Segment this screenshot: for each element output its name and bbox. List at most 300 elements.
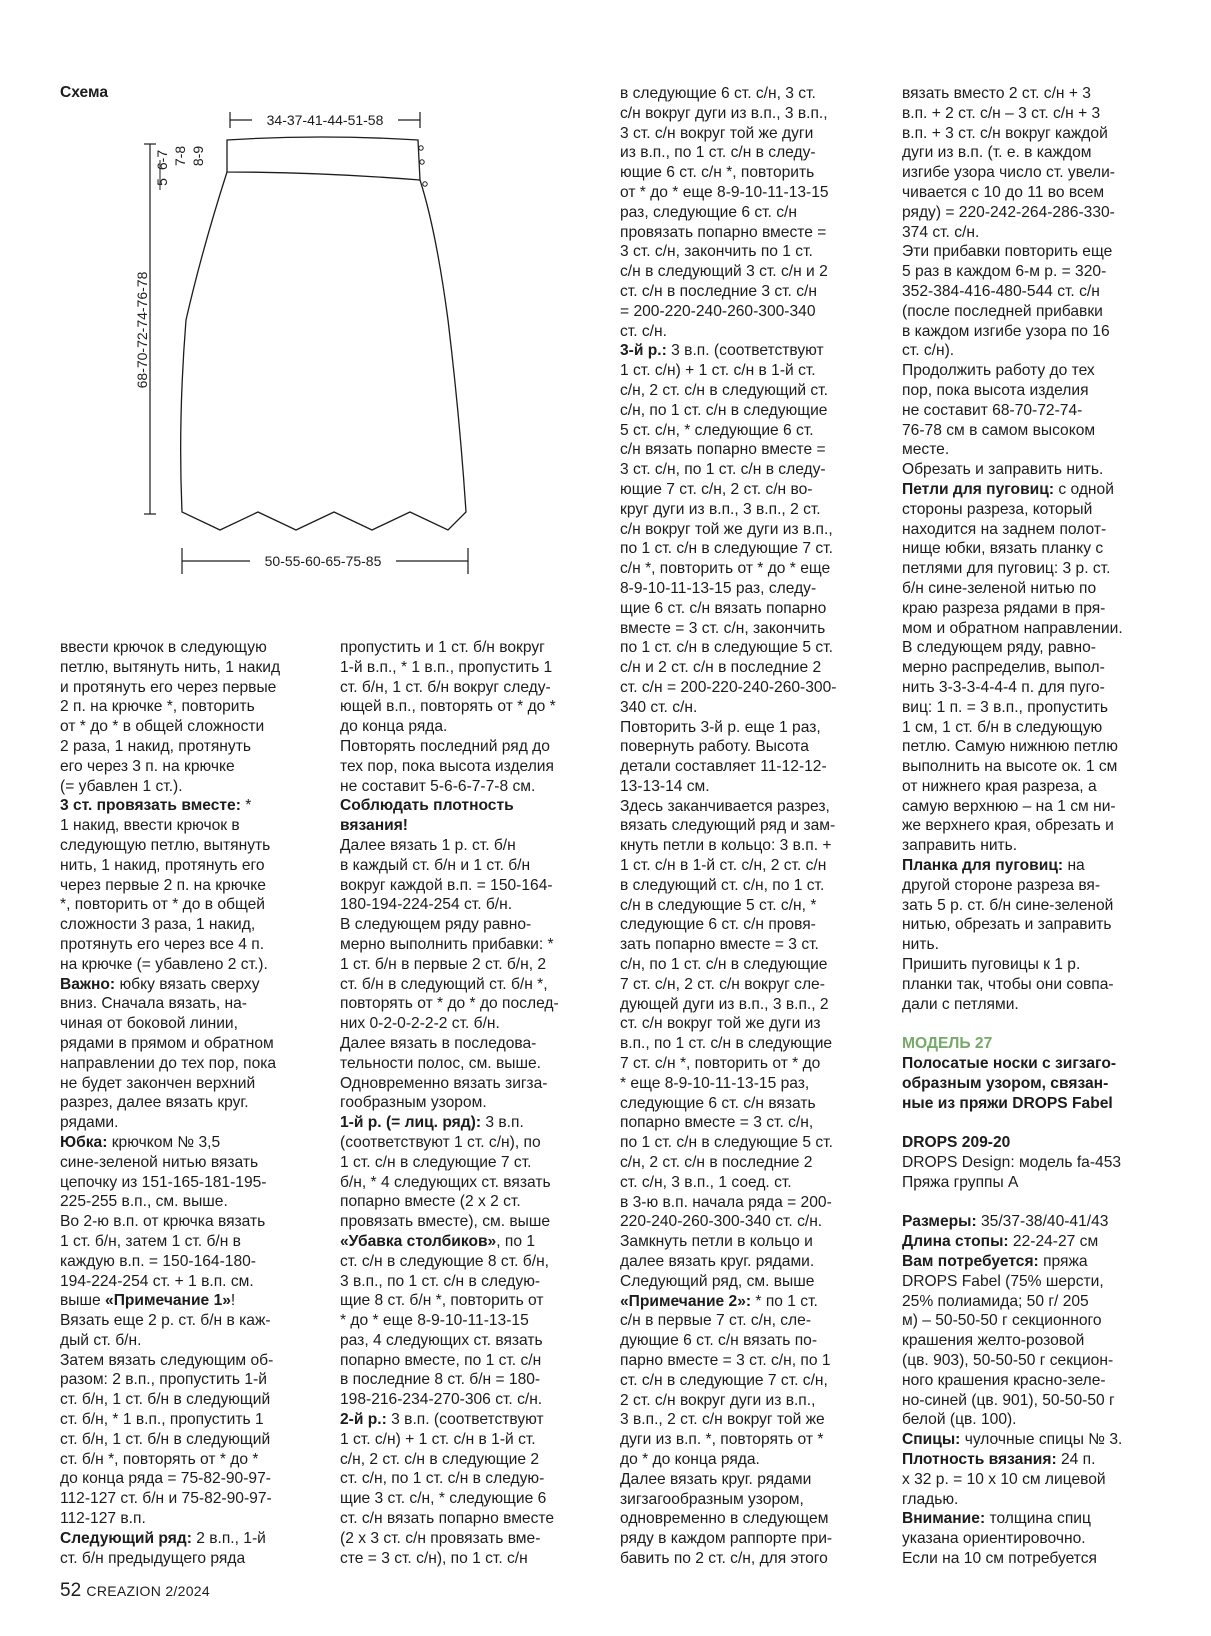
line-text: детали составляет 11-12-12-	[620, 758, 827, 776]
text-line	[620, 1292, 836, 1312]
line-text: чиная от боковой линии,	[60, 1015, 238, 1033]
line-text: в.п. + 3 ст. с/н вокруг каждой	[902, 124, 1108, 142]
line-text: же верхнего края, обрезать и	[902, 817, 1114, 835]
text-line	[340, 1113, 559, 1133]
text-line	[902, 777, 1123, 797]
line-text: ст. б/н в следующий ст. б/н *,	[340, 975, 548, 993]
line-text: вязать вместо 2 ст. с/н + 3	[902, 85, 1091, 102]
line-text: 1 ст. с/н в следующие 7 ст.	[340, 1153, 532, 1171]
text-line	[340, 1291, 559, 1311]
text-line	[620, 520, 836, 540]
text-line	[620, 381, 836, 401]
text-line	[902, 203, 1123, 223]
line-text: 35/37-38/40-41/43	[976, 1213, 1109, 1231]
text-line	[60, 935, 280, 955]
text-line	[902, 1034, 1123, 1054]
text-line	[902, 1371, 1123, 1391]
text-line	[60, 1054, 280, 1074]
text-line	[60, 1370, 280, 1390]
line-text: с/н *, повторить от * до * еще	[620, 560, 831, 578]
text-line	[340, 1192, 559, 1212]
text-line	[620, 896, 836, 916]
line-text: по 1 ст. с/н в следующие 5 ст.	[620, 639, 833, 657]
text-line	[902, 440, 1123, 460]
text-line	[340, 1133, 559, 1153]
text-line	[60, 1410, 280, 1430]
line-text: ст. с/н в следующие 7 ст. с/н,	[620, 1371, 828, 1389]
line-text: крючком № 3,5	[107, 1133, 221, 1151]
line-text: не составит 68-70-72-74-	[902, 401, 1083, 419]
line-text: тельности полос, см. выше.	[340, 1054, 541, 1072]
line-text: 1 накид, ввести крючок в	[60, 817, 240, 835]
text-line	[60, 1034, 280, 1054]
line-text: по 1 ст. с/н в следующие 5 ст.	[620, 1134, 833, 1152]
text-line	[902, 797, 1123, 817]
text-line	[60, 895, 280, 915]
bold-label: «Примечание 1»	[105, 1292, 231, 1310]
line-text: следующую петлю, вытянуть	[60, 836, 271, 854]
text-line	[902, 599, 1123, 619]
text-line	[902, 816, 1123, 836]
text-line	[620, 1311, 836, 1331]
line-text: мом и обратном направлении.	[902, 619, 1123, 637]
text-line	[620, 262, 836, 282]
text-line	[340, 1232, 559, 1252]
line-text: ст. б/н *, повторять от * до *	[60, 1450, 259, 1468]
text-line	[620, 777, 836, 797]
text-line	[620, 1351, 836, 1371]
line-text: 7 ст. с/н *, повторить от * до	[620, 1055, 821, 1073]
line-text: Продолжить работу до тех	[902, 362, 1095, 380]
bold-label: Петли для пуговиц:	[902, 480, 1055, 498]
line-text: попарно вместе (2 х 2 ст.	[340, 1193, 521, 1211]
line-text: щие 8 ст. б/н *, повторить от	[340, 1292, 544, 1310]
text-line	[620, 619, 836, 639]
line-text: ного крашения красно-зеле-	[902, 1371, 1106, 1389]
text-line	[340, 658, 559, 678]
text-line	[902, 1272, 1123, 1292]
line-text: каждую в.п. = 150-164-180-	[60, 1252, 256, 1270]
line-text: указана ориентировочно.	[902, 1530, 1086, 1548]
text-line	[60, 1192, 280, 1212]
line-text: от нижнего края разреза, а	[902, 777, 1097, 795]
text-line	[60, 1549, 280, 1569]
line-text: дуги из в.п. (т. е. в каждом	[902, 144, 1092, 162]
line-text: на крючке (= убавлено 2 ст.).	[60, 955, 268, 973]
line-text: с одной	[1054, 480, 1114, 498]
line-text: 2 раза, 1 накид, протянуть	[60, 737, 251, 755]
text-line	[340, 1212, 559, 1232]
text-line	[620, 1094, 836, 1114]
line-text: ст. б/н, 1 ст. б/н в следующий	[60, 1391, 271, 1409]
text-line	[60, 856, 280, 876]
text-line	[60, 1133, 280, 1153]
text-line	[340, 1272, 559, 1292]
line-text: разом: 2 в.п., пропустить 1-й	[60, 1371, 267, 1389]
line-text: нище юбки, вязать планку с	[902, 540, 1104, 558]
text-line	[902, 718, 1123, 738]
text-line	[902, 678, 1123, 698]
text-line	[902, 896, 1123, 916]
text-line	[620, 1331, 836, 1351]
line-text: *, повторить от * до в общей	[60, 896, 265, 914]
text-line	[60, 915, 280, 935]
line-text: (= убавлен 1 ст.).	[60, 777, 183, 795]
text-line	[902, 1549, 1123, 1569]
line-text: 76-78 см в самом высоком	[902, 421, 1096, 439]
line-text: цепочку из 151-165-181-195-	[60, 1173, 267, 1191]
text-line	[340, 1430, 559, 1450]
line-text: (после последней прибавки	[902, 302, 1103, 320]
text-line	[340, 717, 559, 737]
line-text: 112-127 в.п.	[60, 1510, 146, 1528]
text-line	[902, 559, 1123, 579]
column-2	[340, 638, 559, 1568]
bold-label: Длина стопы:	[902, 1233, 1009, 1251]
line-text: 5 раз в каждом 6-м р. = 320-	[902, 263, 1107, 281]
text-line	[620, 104, 836, 124]
line-text: ст. б/н, 1 ст. б/н вокруг следу-	[340, 678, 551, 696]
text-line	[60, 757, 280, 777]
line-text: его через 3 п. на крючке	[60, 757, 235, 775]
text-line	[620, 1193, 836, 1213]
text-line	[902, 1470, 1123, 1490]
line-text: гообразным узором.	[340, 1094, 487, 1112]
line-text: провязать попарно вместе =	[620, 223, 827, 241]
line-text: зигзагообразным узором,	[620, 1490, 804, 1508]
line-text: парно вместе = 3 ст. с/н, по 1	[620, 1352, 831, 1369]
line-text: 340 ст. с/н.	[620, 698, 698, 716]
bold-label: «Убавка столбиков»	[340, 1232, 497, 1250]
text-line	[340, 777, 559, 797]
text-line	[60, 1311, 280, 1331]
line-text: в 3-ю в.п. начала ряда = 200-	[620, 1193, 832, 1211]
line-text: (цв. 903), 50-50-50 г секцион-	[902, 1352, 1114, 1369]
line-text: 5 ст. с/н, * следующие 6 ст.	[620, 421, 814, 439]
line-text: вниз. Сначала вязать, на-	[60, 995, 247, 1013]
text-line	[340, 638, 559, 658]
text-line	[902, 698, 1123, 718]
text-line	[902, 1074, 1123, 1094]
text-line	[620, 183, 836, 203]
text-line	[60, 737, 280, 757]
line-text: 3 в.п., по 1 ст. с/н в следую-	[340, 1272, 541, 1290]
text-line	[60, 876, 280, 896]
text-line	[60, 1450, 280, 1470]
text-line	[60, 1529, 280, 1549]
line-text: 1 ст. с/н в 1-й ст. с/н, 2 ст. с/н	[620, 857, 827, 875]
text-line	[620, 1074, 836, 1094]
line-text: ст. б/н предыдущего ряда	[60, 1549, 246, 1567]
line-text: б/н сине-зеленой нитью по	[902, 579, 1097, 597]
text-line	[620, 1252, 836, 1272]
text-line	[620, 1054, 836, 1074]
text-line	[340, 1014, 559, 1034]
line-text: вместе = 3 ст. с/н, закончить	[620, 619, 826, 637]
text-line	[902, 1450, 1123, 1470]
text-line	[620, 242, 836, 262]
text-line	[620, 1490, 836, 1510]
text-line	[620, 995, 836, 1015]
line-text: с/н в первые 7 ст. с/н, сле-	[620, 1312, 812, 1330]
bold-label: Вам потребуется:	[902, 1253, 1039, 1271]
text-line	[60, 955, 280, 975]
text-line	[620, 539, 836, 559]
text-line	[902, 1490, 1123, 1510]
text-line	[60, 1351, 280, 1371]
line-text: раз, 4 следующих ст. вязать	[340, 1331, 543, 1349]
line-text: Затем вязать следующим об-	[60, 1351, 274, 1369]
text-line	[340, 876, 559, 896]
line-text: ст. б/н, 1 ст. б/н в следующий	[60, 1430, 271, 1448]
text-line	[620, 757, 836, 777]
text-line	[620, 955, 836, 975]
line-text: другой стороне разреза вя-	[902, 876, 1101, 894]
line-text: находится на заднем полот-	[902, 520, 1107, 538]
text-line	[902, 638, 1123, 658]
line-text: ющей в.п., повторять от * до *	[340, 698, 556, 716]
text-line	[620, 1509, 836, 1529]
line-text: в последние 8 ст. б/н = 180-	[340, 1371, 541, 1389]
text-line	[620, 737, 836, 757]
text-line	[60, 638, 280, 658]
bold-label: Соблюдать плотность	[340, 797, 514, 815]
bold-label: Важно:	[60, 975, 116, 993]
line-text: нить, 1 накид, протянуть его	[60, 856, 265, 874]
text-line	[620, 915, 836, 935]
line-text: * до * еще 8-9-10-11-13-15	[340, 1312, 529, 1330]
text-line	[60, 1252, 280, 1272]
text-line	[902, 1014, 1123, 1034]
line-text: 194-224-254 ст. + 1 в.п. см.	[60, 1272, 254, 1290]
line-text: б/н, * 4 следующих ст. вязать	[340, 1173, 551, 1191]
line-text: 7 ст. с/н, 2 ст. с/н вокруг сле-	[620, 975, 825, 993]
text-line	[620, 460, 836, 480]
line-text: в.п. + 2 ст. с/н – 3 ст. с/н + 3	[902, 104, 1101, 122]
line-text: дующей дуги из в.п., 3 в.п., 2	[620, 995, 829, 1013]
text-line	[340, 737, 559, 757]
bold-label: 1-й р. (= лиц. ряд):	[340, 1114, 482, 1132]
line-text: месте.	[902, 441, 950, 459]
text-line	[620, 440, 836, 460]
text-line	[902, 1529, 1123, 1549]
line-text: от * до * еще 8-9-10-11-13-15	[620, 183, 829, 201]
bold-label: Размеры:	[902, 1213, 977, 1231]
line-text: Одновременно вязать зигза-	[340, 1074, 548, 1092]
text-line	[620, 1232, 836, 1252]
text-line	[60, 975, 280, 995]
waist-size-2: 7-8	[172, 145, 188, 167]
text-line	[60, 1093, 280, 1113]
text-line	[620, 559, 836, 579]
text-line	[60, 1074, 280, 1094]
line-text: (соответствуют 1 ст. с/н), по	[340, 1133, 541, 1151]
text-line	[620, 1133, 836, 1153]
bold-label: Юбка:	[60, 1133, 108, 1151]
line-text: петлю. Самую нижнюю петлю	[902, 738, 1118, 756]
text-line	[620, 1113, 836, 1133]
line-text: DROPS Design: модель fa-453	[902, 1154, 1122, 1172]
text-line	[902, 381, 1123, 401]
text-line	[340, 955, 559, 975]
text-line	[620, 816, 836, 836]
text-line	[902, 520, 1123, 540]
text-line	[340, 1469, 559, 1489]
text-line	[902, 1391, 1123, 1411]
line-text: ст. с/н = 200-220-240-260-300-	[620, 678, 837, 696]
text-line	[60, 717, 280, 737]
text-line	[620, 1272, 836, 1292]
line-text: 374 ст. с/н.	[902, 223, 980, 241]
text-line	[620, 599, 836, 619]
bold-label: Спицы:	[902, 1431, 961, 1449]
text-line	[902, 124, 1123, 144]
text-line	[60, 1173, 280, 1193]
text-line	[620, 1549, 836, 1569]
line-text: ст. с/н).	[902, 342, 955, 360]
line-text: 220-240-260-300-340 ст. с/н.	[620, 1213, 823, 1231]
line-text: * еще 8-9-10-11-13-15 раз,	[620, 1074, 810, 1092]
line-text: до конца ряда = 75-82-90-97-	[60, 1470, 271, 1488]
text-line	[60, 678, 280, 698]
line-text: Повторять последний ряд до	[340, 737, 550, 755]
line-text: до * до конца ряда.	[620, 1450, 760, 1468]
text-line	[60, 994, 280, 1014]
text-line	[620, 579, 836, 599]
bold-label: 2-й р.:	[340, 1411, 387, 1429]
text-line	[340, 1054, 559, 1074]
line-text: юбку вязать сверху	[115, 975, 260, 993]
text-line	[902, 1311, 1123, 1331]
text-line	[620, 797, 836, 817]
text-line	[902, 757, 1123, 777]
line-text: зать 5 р. ст. б/н сине-зеленой	[902, 896, 1114, 914]
bold-label: Полосатые носки с зигзаго-	[902, 1055, 1117, 1073]
line-text: 2 в.п., 1-й	[191, 1529, 266, 1547]
text-line	[620, 1391, 836, 1411]
text-line	[902, 163, 1123, 183]
text-line	[620, 401, 836, 421]
text-line	[620, 1450, 836, 1470]
line-text: 1-й в.п., * 1 в.п., пропустить 1	[340, 658, 553, 676]
text-line	[620, 1034, 836, 1054]
text-line	[902, 242, 1123, 262]
magazine-issue: CREAZION 2/2024	[86, 1583, 210, 1599]
line-text: с/н вязать попарно вместе =	[620, 441, 826, 459]
line-text: нить.	[902, 936, 939, 954]
line-text: нитью, обрезать и заправить	[902, 916, 1112, 934]
line-text: х 32 р. = 10 х 10 см лицевой	[902, 1470, 1106, 1488]
text-line	[902, 1292, 1123, 1312]
text-line	[902, 1193, 1123, 1213]
text-line	[902, 1133, 1123, 1153]
line-text: рядами.	[60, 1114, 119, 1132]
line-text: 1 см, 1 ст. б/н в следующую	[902, 718, 1103, 736]
bold-label: вязания!	[340, 817, 408, 835]
line-text: планки так, чтобы они совпа-	[902, 975, 1114, 993]
line-text: в каждый ст. б/н и 1 ст. б/н	[340, 856, 531, 874]
line-text: DROPS Fabel (75% шерсти,	[902, 1272, 1104, 1290]
line-text: Далее вязать в последова-	[340, 1034, 537, 1052]
line-text: крашения желто-розовой	[902, 1332, 1085, 1350]
line-text: толщина спиц	[985, 1510, 1091, 1528]
line-text: 3 в.п. (соответствуют	[386, 1411, 544, 1429]
text-line	[902, 183, 1123, 203]
line-text: пор, пока высота изделия	[902, 381, 1089, 399]
bold-label: DROPS 209-20	[902, 1134, 1011, 1152]
text-line	[340, 1153, 559, 1173]
line-text: 25% полиамида; 50 г/ 205	[902, 1292, 1089, 1310]
text-line	[340, 1074, 559, 1094]
text-line	[902, 1252, 1123, 1272]
line-text: дуги из в.п. *, повторять от *	[620, 1431, 824, 1449]
line-text: ряду) = 220-242-264-286-330-	[902, 203, 1115, 221]
line-text: сложности 3 раза, 1 накид,	[60, 916, 256, 934]
line-text: следующие 6 ст. с/н вязать	[620, 1094, 816, 1112]
line-text: в следующий ст. с/н, по 1 ст.	[620, 876, 825, 894]
line-text: краю разреза рядами в пря-	[902, 599, 1106, 617]
text-line	[60, 658, 280, 678]
line-text: но-синей (цв. 901), 50-50-50 г	[902, 1391, 1115, 1409]
text-line	[902, 619, 1123, 639]
line-text: мерно распределив, выпол-	[902, 659, 1105, 677]
line-text: не будет закончен верхний	[60, 1074, 256, 1092]
line-text: Обрезать и заправить нить.	[902, 461, 1104, 479]
line-text: далее вязать круг. рядами.	[620, 1253, 815, 1271]
text-line	[620, 302, 836, 322]
line-text: протянуть его через все 4 п.	[60, 935, 265, 953]
line-text: Повторить 3-й р. еще 1 раз,	[620, 718, 821, 736]
line-text: не составит 5-6-6-7-7-8 см.	[340, 777, 536, 795]
text-line	[620, 856, 836, 876]
bold-label: 3-й р.:	[620, 342, 667, 360]
text-line	[902, 143, 1123, 163]
text-line	[340, 994, 559, 1014]
text-line	[902, 480, 1123, 500]
line-text: В следующем ряду, равно-	[902, 639, 1096, 657]
text-line	[902, 955, 1123, 975]
text-line	[620, 1173, 836, 1193]
waist-size-1: 6-7	[154, 149, 170, 171]
text-line	[902, 876, 1123, 896]
line-text: виц: 1 п. = 3 в.п., пропустить	[902, 698, 1108, 716]
text-line	[902, 1054, 1123, 1074]
line-text: ющие 6 ст. с/н *, повторить	[620, 164, 815, 182]
line-text: 3 ст. с/н вокруг той же дуги	[620, 124, 814, 142]
line-text: попарно вместе = 3 ст. с/н,	[620, 1114, 814, 1132]
line-text: петлю, вытянуть нить, 1 накид	[60, 658, 281, 676]
text-line	[902, 1173, 1123, 1193]
line-text: ст. с/н в последние 3 ст. с/н	[620, 282, 817, 300]
line-text: сине-зеленой нитью вязать	[60, 1153, 259, 1171]
line-text: 1 ст. б/н, затем 1 ст. б/н в	[60, 1232, 241, 1250]
text-line	[620, 203, 836, 223]
line-text: 2 ст. с/н вокруг дуги из в.п.,	[620, 1391, 816, 1409]
text-line	[902, 84, 1123, 104]
line-text: пропустить и 1 ст. б/н вокруг	[340, 639, 545, 656]
line-text: в каждом изгибе узора по 16	[902, 322, 1110, 340]
text-line	[620, 361, 836, 381]
text-line	[620, 500, 836, 520]
text-line	[902, 1212, 1123, 1232]
text-line	[60, 1272, 280, 1292]
line-text: в следующие 6 ст. с/н, 3 ст.	[620, 85, 816, 102]
text-line	[60, 1430, 280, 1450]
line-text: Пришить пуговицы к 1 р.	[902, 956, 1081, 974]
line-text: ст. с/н в следующие 8 ст. б/н,	[340, 1252, 550, 1270]
line-text: направлении до тех пор, пока	[60, 1054, 277, 1072]
line-text: ст. с/н.	[620, 322, 667, 340]
